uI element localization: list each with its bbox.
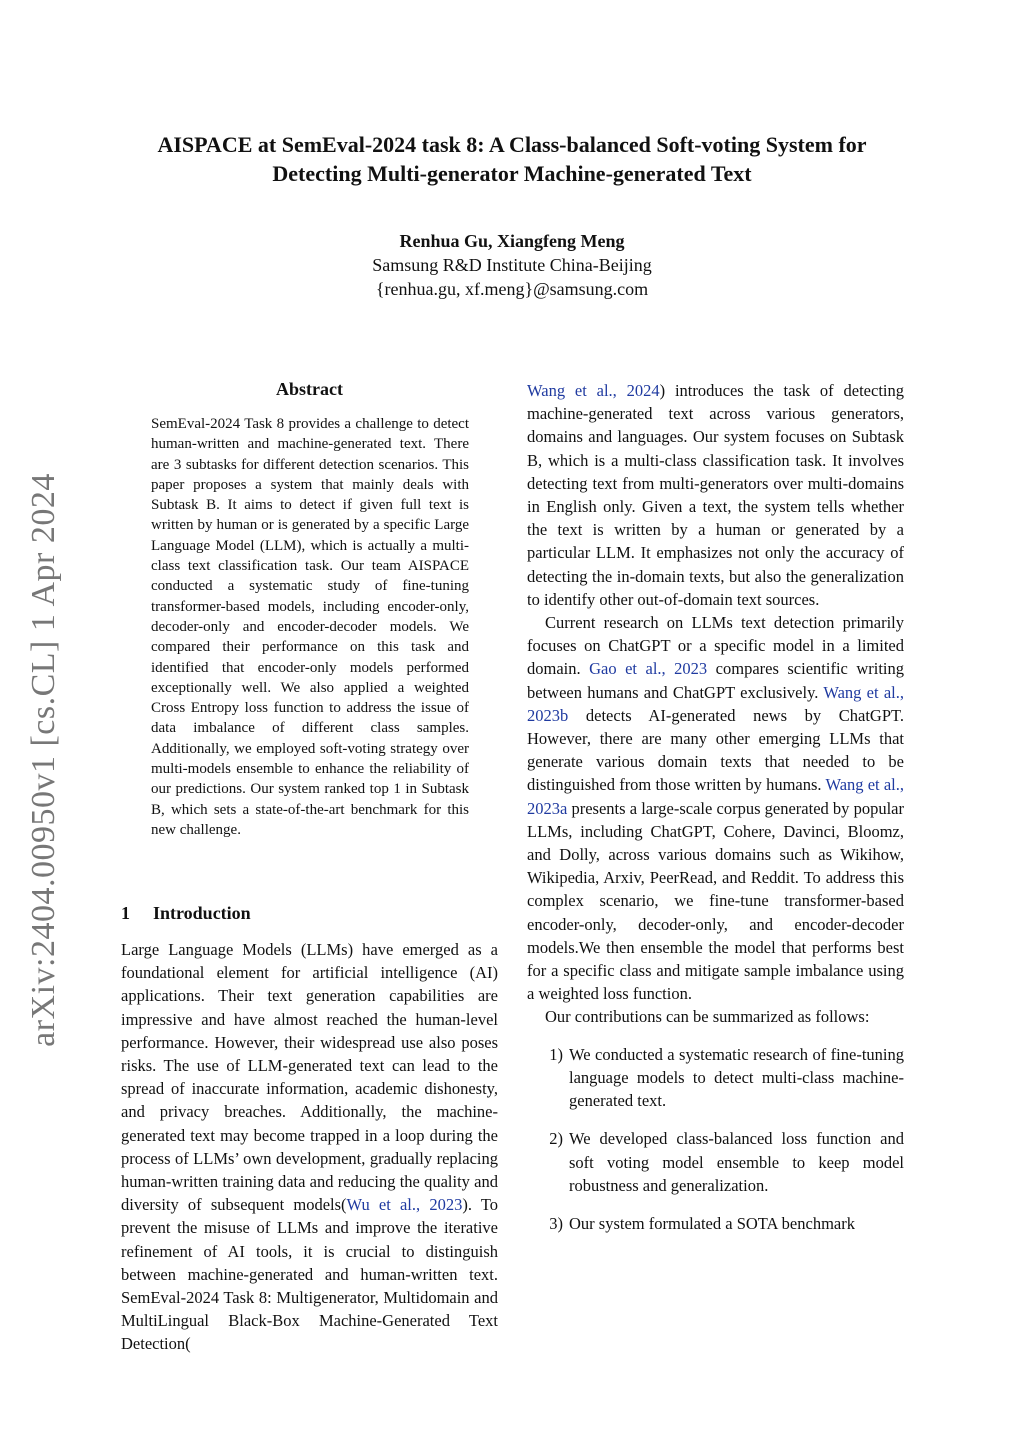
author-email: {renhua.gu, xf.meng}@samsung.com (375, 279, 649, 299)
intro-paragraph-1-continued (527, 379, 904, 611)
affiliation: Samsung R&D Institute China-Beijing (372, 255, 652, 275)
arxiv-stamp-text: arXiv:2404.00950v1 [cs.CL] 1 Apr 2024 (25, 473, 62, 1047)
citation-link[interactable]: Wang et al., 2023a (527, 775, 904, 818)
citation-link[interactable]: Wu et al., 2023 (346, 1195, 463, 1215)
text-run: Large Language Models (LLMs) have emerged as a foundational element for artificial intelligence (AI) applications. Their text generation capabilities are impressive and have almost reached the human-level performance. However, their widespread use also poses risks. The use of LLM-generated text can lead to the spread of inaccurate information, academic dishonesty, and privacy breaches. Additionally, the machine-generated text may become trapped in a loop during the process of LLMs’ own development, gradually replacing human-written training data and reducing the quality and diversity of subsequent models( (121, 940, 498, 1215)
contributions-list (527, 1043, 904, 1235)
citation-link[interactable]: Gao et al., 2023 (589, 659, 708, 679)
paper-title (100, 130, 924, 188)
right-column (527, 379, 904, 1250)
section-number: 1 (121, 903, 130, 923)
text-run: presents a large-scale corpus generated by popular LLMs, including ChatGPT, Cohere, Davinci, Bloomz, and Dolly, across various domains such as Wikihow, Wikipedia, Arxiv, PeerRead, and Reddit. To address this complex scenario, we fine-tune transformer-based encoder-only, decoder-only, and encoder-decoder models.We then ensemble the model that performs best for a specific class and mitigate sample imbalance using a weighted loss function. (527, 798, 904, 1004)
list-item (527, 1127, 904, 1197)
text-run: ). To prevent the misuse of LLMs and improve the iterative refinement of AI tools, it is crucial to distinguish between machine-generated and human-written text. SemEval-2024 Task 8: Multigenerator, Multidomain and MultiLingual Black-Box Machine-Generated Text Detection( (121, 1195, 499, 1354)
text-run: Current research on LLMs text detection primarily focuses on ChatGPT or a specific model in a limited domain. (527, 613, 904, 679)
abstract-text: SemEval-2024 Task 8 provides a challenge to detect human-written and machine-generated text. There are 3 subtasks for different detection scenarios. This paper proposes a system that mainly deals with Subtask B. It aims to detect if given full text is written by human or is generated by a specific Large Language Model (LLM), which is actually a multi-class text classification task. Our team AISPACE conducted a systematic study of fine-tuning transformer-based models, including encoder-only, decoder-only and encoder-decoder models. We compared their performance on this task and identified that encoder-only models performed exceptionally well. We also applied a weighted Cross Entropy loss function to address the issue of data imbalance of different class samples. Additionally, we employed soft-voting strategy over multi-models ensemble to enhance the reliability of our predictions. Our system ranked top 1 in Subtask B, which sets a state-of-the-art benchmark for this new challenge. (151, 416, 469, 838)
list-item-text: We developed class-balanced loss function and soft voting model ensemble to keep model robustness and generalization. (569, 1129, 904, 1195)
text-run: compares scientific writing between humans and ChatGPT exclusively. (527, 659, 905, 702)
author-names: Renhua Gu, Xiangfeng Meng (399, 231, 625, 251)
author-block (100, 229, 924, 301)
text-run: detects AI-generated news by ChatGPT. However, there are many other emerging LLMs that generate various domain texts that needed to be distinguished from those written by humans. (527, 705, 904, 795)
list-item (527, 1043, 904, 1113)
list-item-text: We conducted a systematic research of fine-tuning language models to detect multi-class machine-generated text. (569, 1044, 904, 1111)
intro-paragraph-2 (527, 611, 904, 1005)
title-line-1: AISPACE at SemEval-2024 task 8: A Class-balanced Soft-voting System for (157, 132, 867, 157)
arxiv-stamp (20, 460, 68, 1060)
citation-link[interactable]: Wang et al., 2023b (527, 682, 904, 725)
section-heading-introduction (121, 903, 251, 924)
text-run: ) introduces the task of detecting machine-generated text across various generators, domains and languages. Our system focuses on Subtask B, which is a multi-class classification task. It involves detecting text from multi-generators over multi-domains in English only. Given a text, the system tells whether the text is written by a human or generated by a particular LLM. It emphasizes not only the accuracy of detecting the in-domain texts, but also the generalization to identify other out-of-domain text sources. (527, 381, 904, 609)
list-item (527, 1212, 904, 1235)
abstract-heading: Abstract (276, 379, 343, 399)
section-title: Introduction (153, 903, 251, 923)
intro-paragraph-3: Our contributions can be summarized as follows: (545, 1007, 870, 1027)
intro-paragraph-1-left (121, 938, 498, 1356)
citation-link[interactable]: Wang et al., 2024 (527, 381, 660, 400)
title-line-2: Detecting Multi-generator Machine-generated Text (272, 161, 752, 186)
list-item-number: 1) (549, 1044, 563, 1064)
list-item-number: 3) (549, 1213, 563, 1233)
intro-paragraph-1 (121, 938, 498, 1356)
list-item-text: Our system formulated a SOTA benchmark (569, 1213, 855, 1233)
list-item-number: 2) (549, 1129, 563, 1149)
